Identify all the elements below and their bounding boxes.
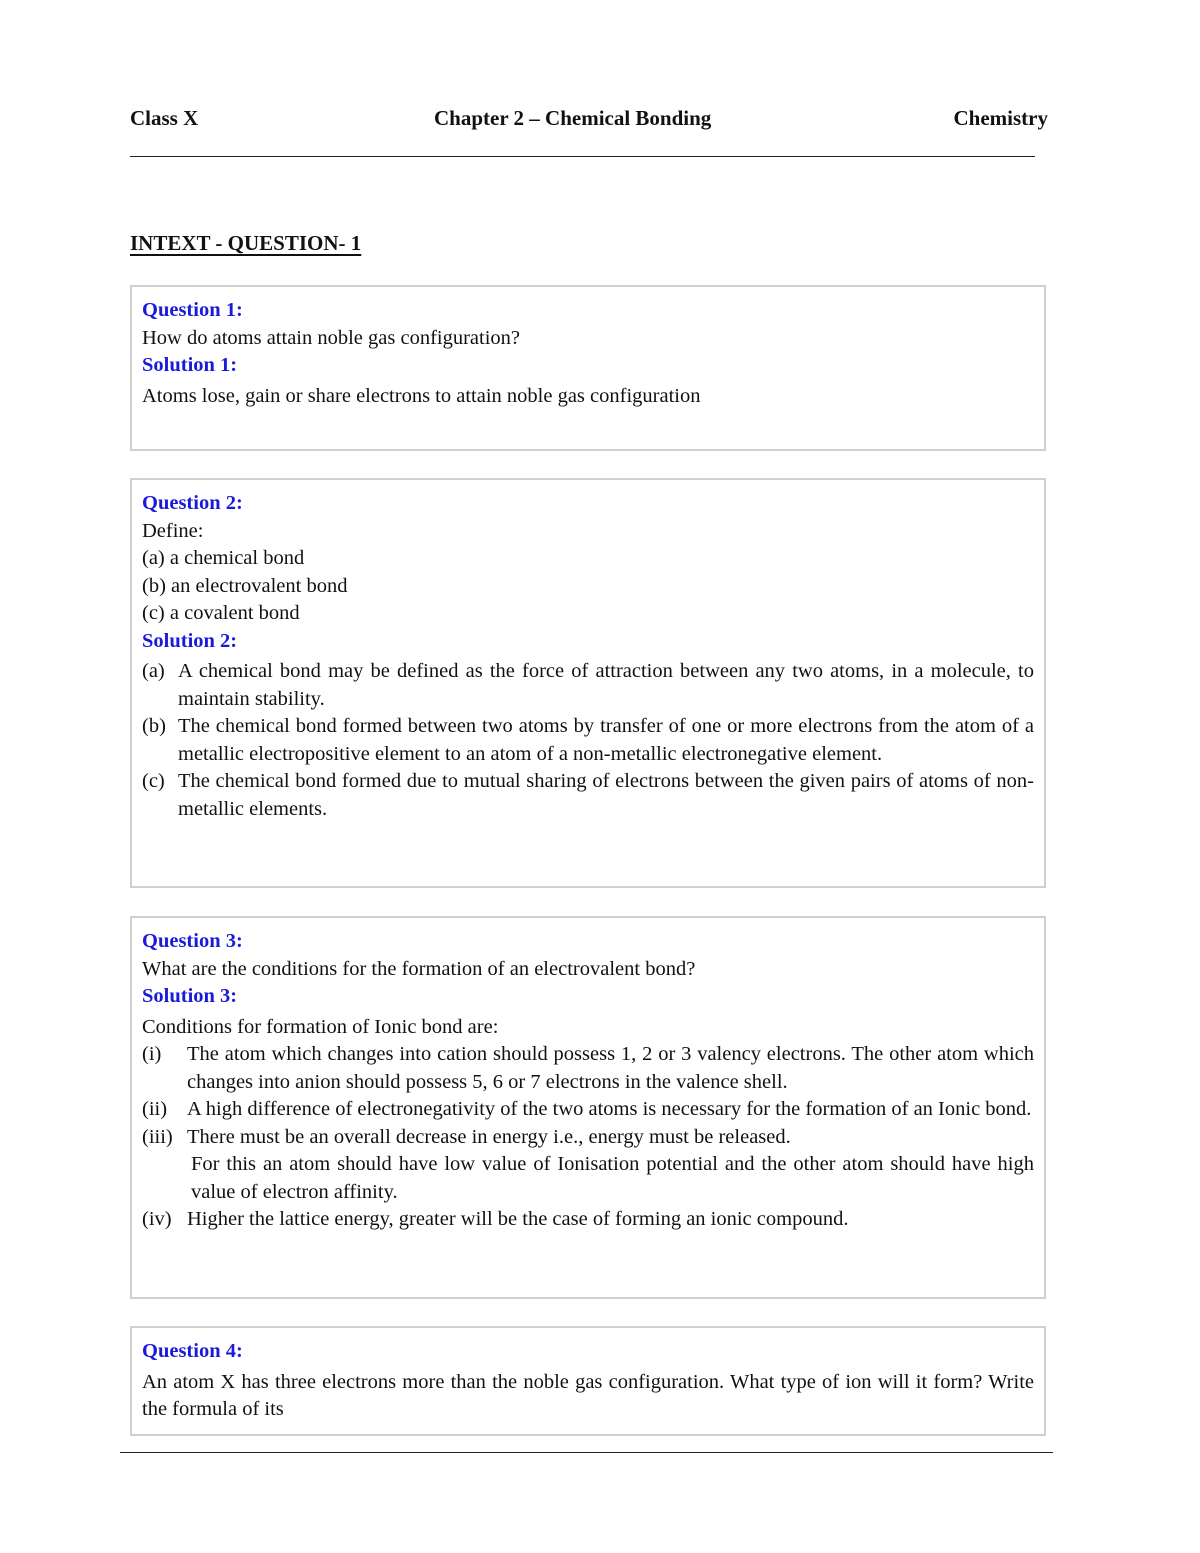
solution-item: [142, 768, 1034, 823]
question-label: Question 2:: [142, 492, 243, 514]
solution-intro: Conditions for formation of Ionic bond are:: [142, 1015, 499, 1038]
header-chapter: Chapter 2 – Chemical Bonding: [434, 106, 712, 130]
solution-item: [142, 1096, 1034, 1124]
question-box-1: [130, 285, 1046, 451]
item-text: There must be an overall decrease in energy i.e., energy must be released.: [187, 1125, 791, 1148]
solution-item: [142, 1124, 1034, 1152]
item-text: The atom which changes into cation should possess 1, 2 or 3 valency electrons. The other atom which changes into anion should possess 5, 6 or 7 electrons in the valence shell.: [187, 1043, 1034, 1093]
item-text: The chemical bond formed due to mutual sharing of electrons between the given pairs of atoms of non-metallic elements.: [178, 770, 1034, 820]
question-part: (c) a covalent bond: [142, 602, 300, 624]
question-text: An atom X has three electrons more than the noble gas configuration. What type of ion will it form? Write the formula of its: [142, 1370, 1034, 1420]
item-text: A chemical bond may be defined as the force of attraction between any two atoms, in a molecule, to maintain stability.: [178, 660, 1034, 710]
item-marker: (i): [142, 1043, 162, 1065]
item-marker: (ii): [142, 1098, 168, 1120]
item-marker: (b): [142, 715, 166, 737]
solution-item: [142, 658, 1034, 713]
question-box-3: [130, 916, 1046, 1299]
solution-label: Solution 1:: [142, 354, 238, 376]
item-text: For this an atom should have low value of Ionisation potential and the other atom should have high value of electron affinity.: [191, 1153, 1034, 1203]
item-marker: (iii): [142, 1125, 173, 1148]
item-marker: (iv): [142, 1208, 172, 1230]
item-text: The chemical bond formed between two atoms by transfer of one or more electrons from the atom of a metallic electropositive element to an atom of a non-metallic electronegative element.: [178, 715, 1034, 765]
item-text: Higher the lattice energy, greater will be the case of forming an ionic compound.: [187, 1208, 849, 1230]
solution-label: Solution 2:: [142, 629, 238, 652]
question-part: (a) a chemical bond: [142, 547, 305, 569]
question-label: Question 1:: [142, 299, 243, 321]
solution-item: [142, 713, 1034, 768]
solution-text: Atoms lose, gain or share electrons to attain noble gas configuration: [142, 384, 701, 407]
solution-label: Solution 3:: [142, 985, 238, 1007]
question-label: Question 3:: [142, 930, 243, 952]
header-divider: [130, 156, 1035, 157]
footer-divider: [120, 1452, 1053, 1453]
question-text: What are the conditions for the formation of an electrovalent bond?: [142, 957, 696, 980]
question-text: How do atoms attain noble gas configuration?: [142, 326, 521, 349]
section-title: INTEXT - QUESTION- 1: [130, 231, 362, 255]
header-subject: Chemistry: [953, 106, 1048, 130]
item-text: A high difference of electronegativity of the two atoms is necessary for the formation of an Ionic bond.: [187, 1098, 1032, 1120]
question-label: Question 4:: [142, 1340, 243, 1362]
solution-item: [142, 1041, 1034, 1096]
question-box-2: [130, 478, 1046, 888]
question-part: (b) an electrovalent bond: [142, 574, 348, 597]
solution-item-continued: [142, 1151, 1034, 1206]
page-header: [130, 106, 1048, 134]
item-marker: (c): [142, 770, 165, 792]
question-box-4: [130, 1326, 1046, 1436]
solution-item: [142, 1206, 1034, 1234]
item-marker: (a): [142, 660, 165, 682]
header-class: Class X: [130, 106, 199, 130]
question-text: Define:: [142, 519, 204, 542]
